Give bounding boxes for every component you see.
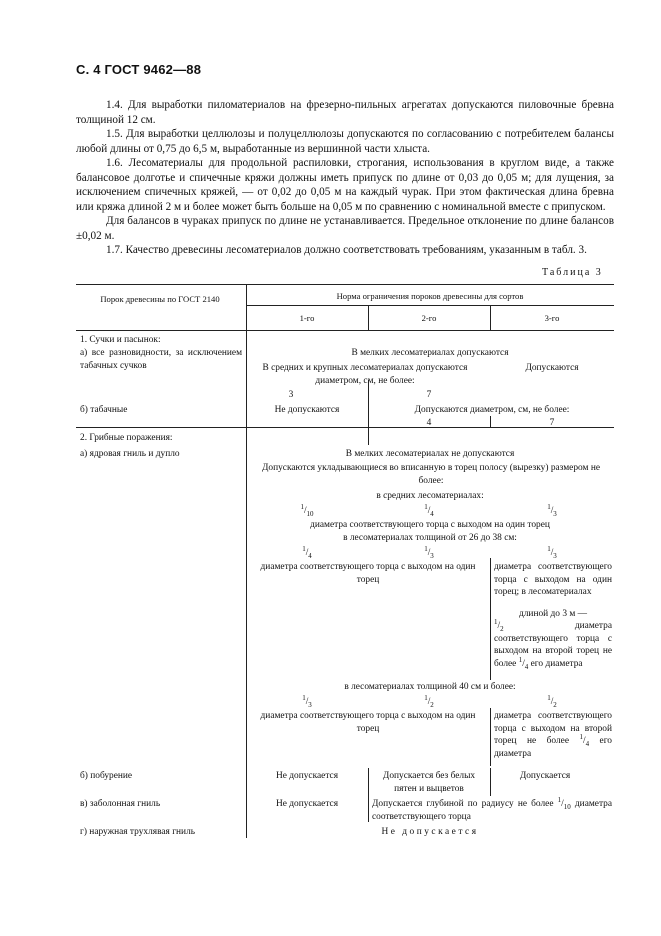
head-defect-column: Порок древесины по ГОСТ 2140 (100, 294, 220, 304)
s2-a-thick-grade12: диаметра соответствующего торца с выходом на один торец (260, 562, 476, 585)
s2-c-grade23: Допускается глубиной по радиусу не более $^1/_{10}$ диаметра соответствующего торца (372, 795, 613, 822)
paragraph-1-7: 1.7. Качество древесины лесоматериалов должно соответствовать требованиям, указанным в табл. 3. (106, 244, 587, 256)
s2-c-col2-rule (368, 796, 369, 822)
head-grade-2: 2-го (421, 313, 437, 323)
s2-a-label: а) ядровая гниль и дупло (80, 449, 180, 459)
s1-b-value-grade2: 4 (426, 418, 432, 428)
fraction-1-3: $^1/_3$ (302, 693, 312, 709)
s2-b-grade2: Допускается без белых пятен и выцветов (382, 771, 476, 794)
s2-a-thick-grade3-part3: $^1/_2$ диаметра соответствующего торца с выходом на второй торец не более $^1/_4$ его диаметра (494, 617, 612, 671)
s1-a-tick (368, 380, 369, 402)
s2-a-40-grade3: диаметра соответствующего торца с выходом на второй торец не более $^1/_4$ его диаметра (494, 711, 612, 759)
s2-b-label: б) побурение (80, 771, 133, 781)
s2-a-40-head: в лесоматериалах толщиной 40 см и более: (344, 682, 516, 692)
fraction-1-2: $^1/_2$ (424, 693, 434, 709)
fraction-1-3: $^1/_3$ (547, 502, 557, 518)
s1-b-value-grade3: 7 (549, 418, 555, 428)
s1-b-col3-rule (490, 416, 491, 427)
s2-title: 2. Грибные поражения: (80, 433, 173, 443)
s2-a-small: В мелких лесоматериалах не допускаются (345, 449, 515, 459)
paragraph-balances: Для балансов в чураках припуск по длине не устанавливается. Предельное отклонение по длине балансов ±0,02 м. (76, 215, 614, 242)
s1-a-medium-large: В средних и крупных лесоматериалах допускаются диаметром, см, не более: (262, 363, 468, 386)
paragraph-1-5: 1.5. Для выработки целлюлозы и полуцеллюлозы допускаются по согласованию с потребителем балансы любой длины от 0,75 до 6,5 м, выработанные из вершинной части хлыста. (76, 128, 614, 155)
s2-a-thick-col3-rule (490, 558, 491, 680)
fraction-1-4: $^1/_4$ (302, 544, 312, 560)
head-grade-1: 1-го (299, 313, 315, 323)
s1-a-small: В мелких лесоматериалах допускаются (351, 348, 509, 358)
s2-a-40-grade12: диаметра соответствующего торца с выходом на один торец (260, 711, 476, 734)
s1-a-grade3: Допускаются (525, 363, 579, 373)
s2-c-grade1: Не допускается (275, 799, 339, 809)
s1-b-label: б) табачные (80, 405, 128, 415)
col1-rule (246, 284, 247, 838)
s2-a-medium-diameter: диаметра соответствующего торца с выходом на один торец (310, 520, 550, 530)
s2-b-col2-rule (368, 768, 369, 796)
table-caption: Таблица 3 (542, 267, 603, 278)
s2-b-grade3: Допускается (519, 771, 571, 781)
head-bottom-rule (76, 330, 614, 331)
head-grade-3: 3-го (544, 313, 560, 323)
s1-a-value-grade1: 3 (288, 390, 294, 400)
s1-b-col2-rule (368, 402, 369, 427)
s2-b-col3-rule (490, 768, 491, 796)
s2-b-grade1: Не допускается (275, 771, 339, 781)
s2-a-allow: Допускаются укладывающиеся во вписанную в торец полосу (вырезку) размером не более: (262, 463, 600, 486)
fraction-1-2: $^1/_2$ (547, 693, 557, 709)
s1-b-grade23: Допускаются диаметром, см, не более: (414, 405, 570, 415)
s2-d-all-grades: Не допускается (381, 827, 479, 837)
fraction-1-10: $^1/_{10}$ (300, 502, 314, 518)
s2-a-thick-head: в лесоматериалах толщиной от 26 до 38 см: (343, 533, 517, 543)
paragraph-1-6: 1.6. Лесоматериалы для продольной распиловки, строгания, использования в круглом виде, а также балансовое долготье и спичечные кряжи должны иметь припуск по длине от 0,03 до 0,05 м; для лущения, за исключением спичечных кряжей, — от 0,02 до 0,05 м на каждый чурак. При этом фактическая длина бревна или кряжа длиной 2 м и более может быть больше на 0,05 м по сравнению с номинальной вместе с припуском. (76, 157, 614, 213)
fraction-1-3: $^1/_3$ (547, 544, 557, 560)
s2-a-medium-head: в средних лесоматериалах: (376, 491, 484, 501)
s2-a-thick-grade3-part1: диаметра соответствующего торца с выходом на один торец; в лесоматериалах (494, 562, 612, 598)
s1-a-value-grade2: 7 (426, 390, 432, 400)
s2-a-thick-grade3-part2: длиной до 3 м — (518, 609, 587, 619)
page-header: С. 4 ГОСТ 9462—88 (76, 62, 202, 77)
s2-a-40-col3-rule (490, 708, 491, 766)
fraction-1-3: $^1/_3$ (424, 544, 434, 560)
fraction-1-4: $^1/_4$ (424, 502, 434, 518)
s1-a-label: а) все разновидности, за исключением табачных сучков (80, 348, 242, 371)
s1-b-grade1: Не допускаются (274, 405, 340, 415)
table-top-rule (76, 284, 614, 285)
s1-title: 1. Сучки и пасынок: (80, 335, 161, 345)
s2-head-tick (368, 427, 369, 445)
head-group-rule (246, 305, 614, 306)
s2-c-label: в) заболонная гниль (80, 799, 161, 809)
head-norm-group: Норма ограничения пороков древесины для сортов (336, 291, 524, 301)
paragraph-1-4: 1.4. Для выработки пиломатериалов на фрезерно-пильных агрегатах допускаются пиловочные бревна толщиной 12 см. (76, 99, 614, 126)
s2-d-label: г) наружная трухлявая гниль (80, 827, 196, 837)
